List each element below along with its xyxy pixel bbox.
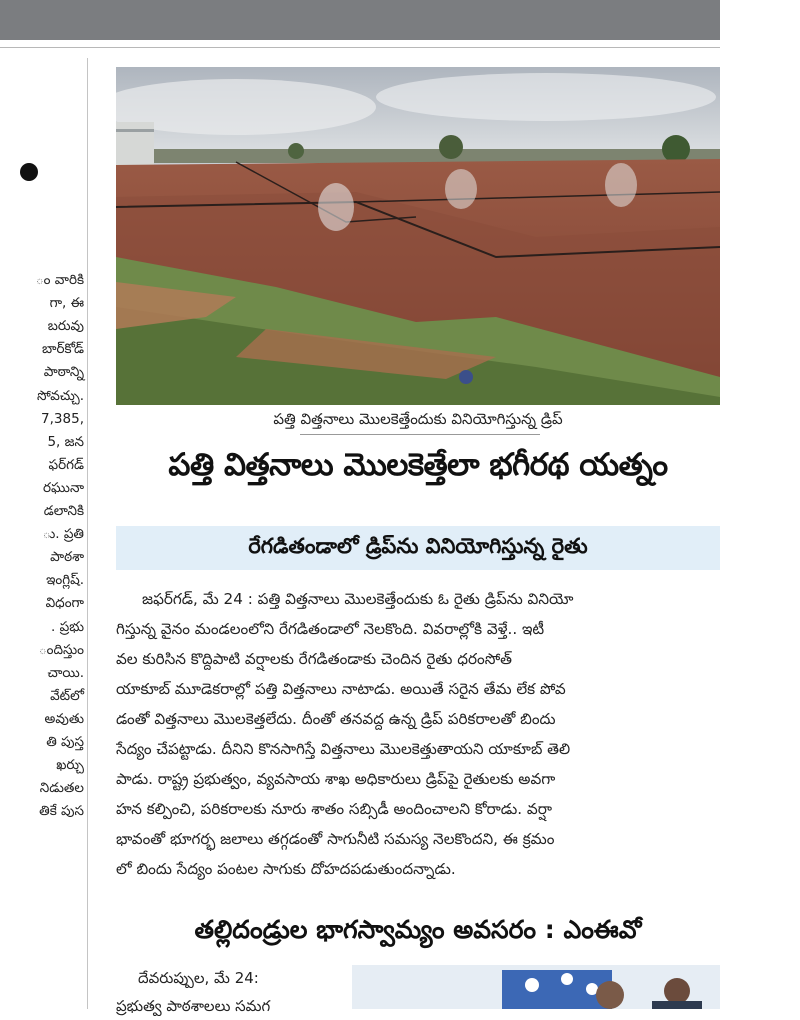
left-column-line: ందిస్తుం <box>38 641 84 658</box>
left-column-line: అవుతు <box>44 710 84 727</box>
left-column-line: పాఠాన్ని <box>43 364 84 381</box>
left-column-line: ఇంగ్లిష్. <box>46 572 84 589</box>
left-column-line: ఖర్చు <box>56 757 84 774</box>
left-column-line: నిడుతల <box>39 780 84 797</box>
article-body-line: గిస్తున్న వైనం మండలంలోని రేగడితండాలో నెలకొంది. వివరాల్లోకి వెళ్తే.. ఇటీ <box>116 620 545 638</box>
left-column-line: తి పుస్త <box>46 734 84 750</box>
article-body-line: సేద్యం చేపట్టాడు. దీనిని కొనసాగిస్తే విత్తనాలు మొలకెత్తుతాయని యాకూబ్ తెలి <box>116 740 571 758</box>
left-column-line: బరువు <box>47 318 84 335</box>
left-column-line: రఘునా <box>43 479 84 496</box>
article-body-line: భావంతో భూగర్భ జలాలు తగ్గడంతో సాగునీటి సమస్య నెలకొందని, ఈ క్రమం <box>116 830 555 848</box>
left-article-column <box>0 58 86 1009</box>
second-article-headline: తల్లిదండ్రుల భాగస్వామ్యం అవసరం : ఎంఈవో <box>194 915 642 944</box>
left-column-line: విధంగా <box>45 595 84 612</box>
second-article-photo <box>352 965 720 1009</box>
article-body-line: హన కల్పించి, పరికరాలకు నూరు శాతం సబ్సిడీ అందించాలని కోరాడు. వర్షా <box>116 800 552 818</box>
article-subheadline: రేగడితండాలో డ్రిప్‌ను వినియోగిస్తున్న రైతు <box>248 534 588 558</box>
article-body-line: యాకూబ్ మూడెకరాల్లో పత్తి విత్తనాలు నాటాడు. అయితే సరైన తేమ లేక పోవ <box>116 680 566 698</box>
photo-caption: పత్తి విత్తనాలు మొలకెత్తేందుకు వినియోగిస్తున్న డ్రిప్ <box>273 410 563 428</box>
left-column-line: 7,385, <box>41 410 84 427</box>
left-column-line: ు. ప్రతి <box>42 526 84 543</box>
left-column-line: వేట్‌లో <box>50 687 84 704</box>
article-body-line: పాడు. రాష్ట్ర ప్రభుత్వం, వ్యవసాయ శాఖ అధికారులు డ్రిప్‌పై రైతులకు అవగా <box>116 770 556 788</box>
left-column-line: గా, ఈ <box>49 295 84 312</box>
left-column-line: ం వారికి <box>35 272 84 288</box>
article-body <box>116 584 720 884</box>
second-article-line: ప్రభుత్వ పాఠశాలలు సమగ <box>116 997 271 1015</box>
left-column-line: ఫర్‌గడ్ <box>48 456 84 473</box>
header-rule <box>0 47 720 48</box>
top-header-bar <box>0 0 720 40</box>
left-column-line: డలానికి <box>43 503 84 519</box>
article-body-line: వల కురిసిన కొద్దిపాటి వర్షాలకు రేగడితండాకు చెందిన రైతు ధరంసోత్ <box>116 650 512 668</box>
left-column-line: సోవచ్చు. <box>36 387 84 404</box>
left-column-line: 5, జన <box>47 433 84 450</box>
column-divider <box>87 58 88 1009</box>
left-column-line: చాయి. <box>47 664 84 681</box>
article-headline: పత్తి విత్తనాలు మొలకెత్తేలా భగీరథ యత్నం <box>168 447 668 483</box>
second-article-line: దేవరుప్పుల, మే 24: <box>138 969 259 987</box>
article-photo <box>116 67 720 405</box>
left-column-line: బార్‌కోడ్ <box>41 341 84 358</box>
left-column-line: . ప్రభు <box>51 618 84 635</box>
second-article-body <box>116 964 341 1020</box>
left-column-line: పాఠశా <box>50 549 84 566</box>
bullet-dot <box>20 163 38 181</box>
caption-rule <box>300 434 540 435</box>
article-body-line: డంతో విత్తనాలు మొలకెత్తలేదు. దీంతో తనవద్ద ఉన్న డ్రిప్ పరికరాలతో బిందు <box>116 710 556 728</box>
article-body-line: జఫర్‌గడ్, మే 24 : పత్తి విత్తనాలు మొలకెత్తేందుకు ఓ రైతు డ్రిప్‌ను వినియో <box>142 590 574 608</box>
left-column-line: తికే పుస <box>39 803 84 820</box>
article-body-line: లో బిందు సేద్యం పంటల సాగుకు దోహదపడుతుందన్నాడు. <box>116 860 456 878</box>
right-margin <box>722 0 800 1009</box>
